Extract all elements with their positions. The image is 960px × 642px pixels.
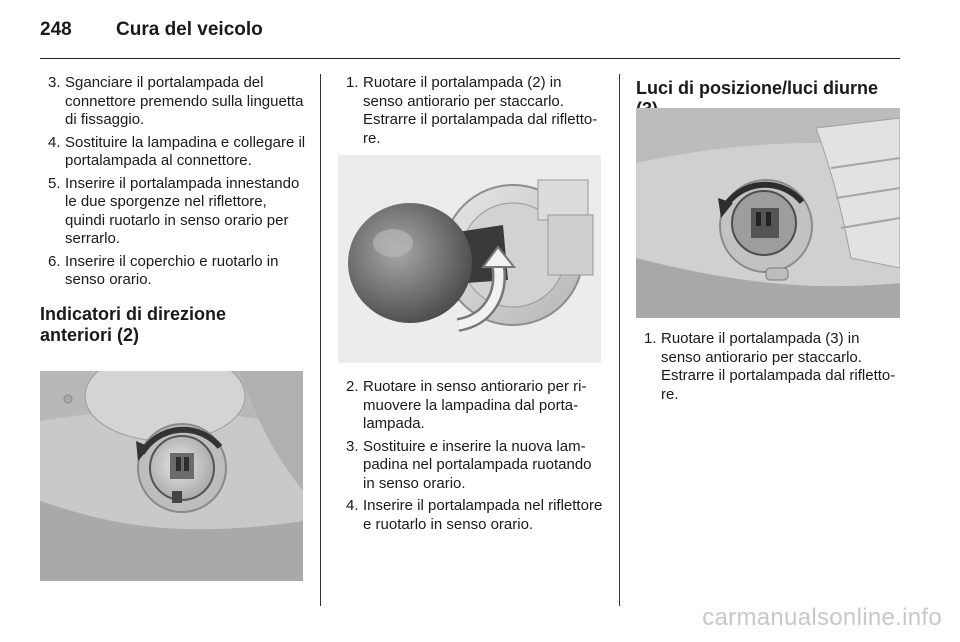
column-divider (320, 74, 321, 606)
list-item (338, 378, 604, 434)
steps-list (636, 330, 902, 404)
watermark: carmanualsonline.info (702, 604, 942, 631)
step-number: 4. (48, 133, 61, 151)
step-number: 6. (48, 252, 61, 270)
bulb-socket-photo (338, 155, 601, 363)
position-light-photo (636, 108, 900, 318)
page-title: Cura del veicolo (116, 19, 263, 40)
step-text: Sganciare il portalampada del connettore premendo sulla linguetta di fissaggio. (65, 74, 304, 128)
step-text: Sostituire la lampadina e collegare il portalampada al connettore. (65, 133, 306, 169)
column-1 (40, 74, 306, 346)
list-item (338, 438, 604, 494)
step-text: Ruotare il portalampada (3) in senso antiorario per staccarlo. Estrarre il portalampada dal riflettore. (661, 330, 896, 403)
step-text: Inserire il portalampada innestando le due sporgenze nel riflettore, quindi ruotarlo in senso orario per serrarlo. (65, 174, 300, 247)
turn-signal-bulb-photo (40, 371, 303, 581)
step-number: 3. (48, 74, 61, 91)
steps-list-bottom (338, 378, 604, 534)
list-item (40, 74, 306, 130)
column-3-lower (636, 330, 902, 408)
column-2-lower (338, 378, 604, 538)
step-text: Sostituire e inserire la nuova lampadina nel portalampada ruotando in senso orario. (363, 437, 592, 492)
header-divider (40, 58, 900, 59)
step-text: Inserire il coperchio e ruotarlo in senso orario. (65, 252, 279, 288)
step-number: 1. (346, 74, 359, 91)
list-item (40, 253, 306, 290)
step-text: Ruotare il portalampada (2) in senso antiorario per staccarlo. Estrarre il portalampada dal riflettore. (363, 74, 598, 147)
steps-list-top (338, 74, 604, 148)
step-number: 5. (48, 174, 61, 192)
step-text: Inserire il portalampada nel riflettore e ruotarlo in senso orario. (363, 497, 603, 533)
column-divider (619, 74, 620, 606)
list-item (338, 497, 604, 534)
heading-line-2: anteriori (2) (40, 324, 140, 345)
column-2-last (338, 493, 604, 497)
step-number: 2. (346, 378, 359, 395)
step-number: 4. (346, 497, 359, 514)
page-header (40, 14, 900, 50)
section-heading-position-lights: Luci di posizione/luci diurne (636, 78, 879, 98)
heading-line-1: Indicatori di direzione (40, 303, 227, 324)
section-heading-turn-signals (40, 304, 306, 346)
steps-list (40, 74, 306, 290)
page-number: 248 (40, 19, 72, 40)
list-item (338, 74, 604, 148)
column-2 (338, 74, 604, 152)
list-item (40, 175, 306, 249)
step-number: 1. (644, 330, 657, 347)
step-text: Ruotare in senso antiorario per rimuovere la lampadina dal portalampada. (363, 378, 587, 432)
step-number: 3. (346, 437, 359, 455)
list-item (636, 330, 902, 404)
list-item (40, 134, 306, 171)
